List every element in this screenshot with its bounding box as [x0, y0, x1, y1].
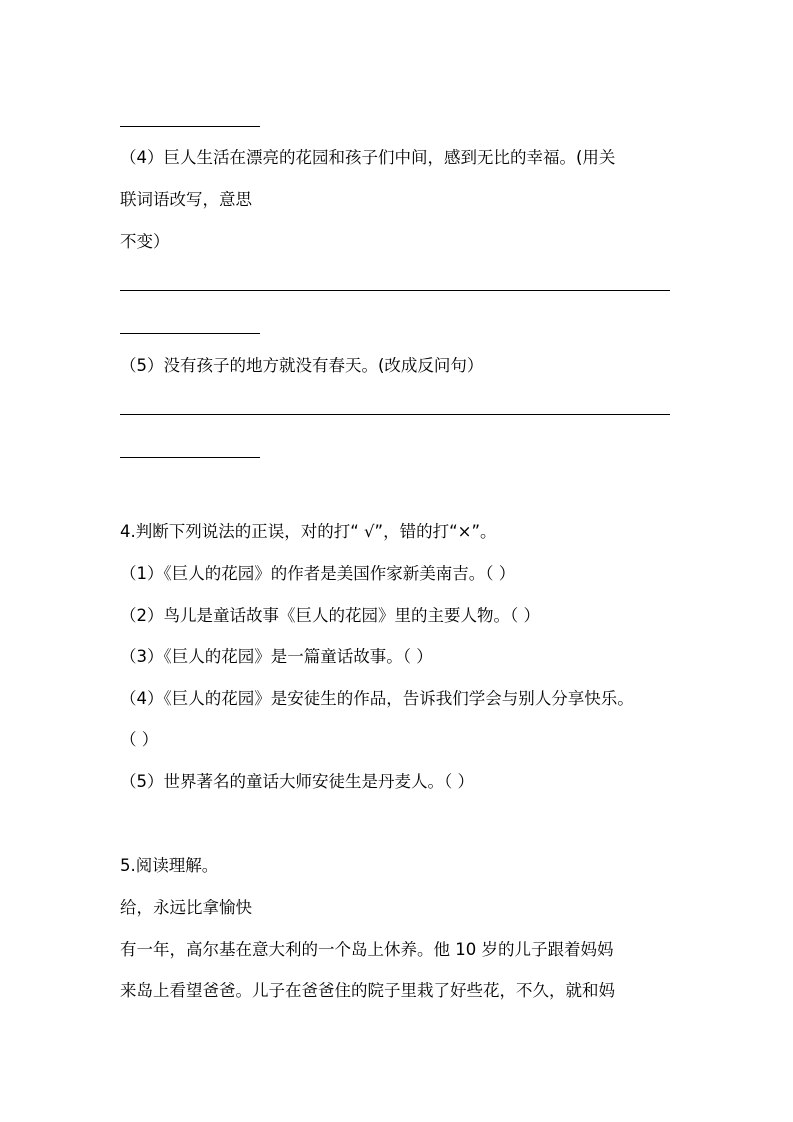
q4-item: （5）世界著名的童话大师安徒生是丹麦人。（ ） [120, 772, 474, 791]
passage-paragraph-line: 有一年，高尔基在意大利的一个岛上休养。他 10 岁的儿子跟着妈妈 [120, 940, 614, 959]
q3-item4-text: 联词语改写，意思 [120, 190, 252, 209]
answer-blank-line[interactable] [120, 414, 670, 415]
passage-paragraph-line: 来岛上看望爸爸。儿子在爸爸住的院子里栽了好些花，不久，就和妈 [120, 981, 615, 1000]
q4-answer-bracket: （ ） [120, 730, 159, 749]
q4-item: （4）《巨人的花园》是安徒生的作品，告诉我们学会与别人分享快乐。 [120, 689, 634, 708]
answer-blank-line[interactable] [120, 333, 260, 334]
answer-blank-line[interactable] [120, 290, 670, 291]
q3-item4-text: （4）巨人生活在漂亮的花园和孩子们中间，感到无比的幸福。(用关 [120, 148, 616, 167]
q4-item: （3）《巨人的花园》是一篇童话故事。（ ） [120, 647, 433, 666]
q3-item5-text: （5）没有孩子的地方就没有春天。(改成反问句） [120, 356, 484, 375]
q3-item4-text: 不变） [120, 232, 170, 251]
q5-heading: 5.阅读理解。 [120, 856, 219, 875]
q4-item: （2）鸟儿是童话故事《巨人的花园》里的主要人物。（ ） [120, 606, 540, 625]
answer-blank-line[interactable] [120, 126, 260, 127]
answer-blank-line[interactable] [120, 457, 260, 458]
passage-title: 给，永远比拿愉快 [120, 898, 252, 917]
q4-item: （1）《巨人的花园》的作者是美国作家新美南吉。（ ） [120, 564, 516, 583]
q4-heading: 4.判断下列说法的正误，对的打“ √”，错的打“×”。 [120, 522, 497, 541]
